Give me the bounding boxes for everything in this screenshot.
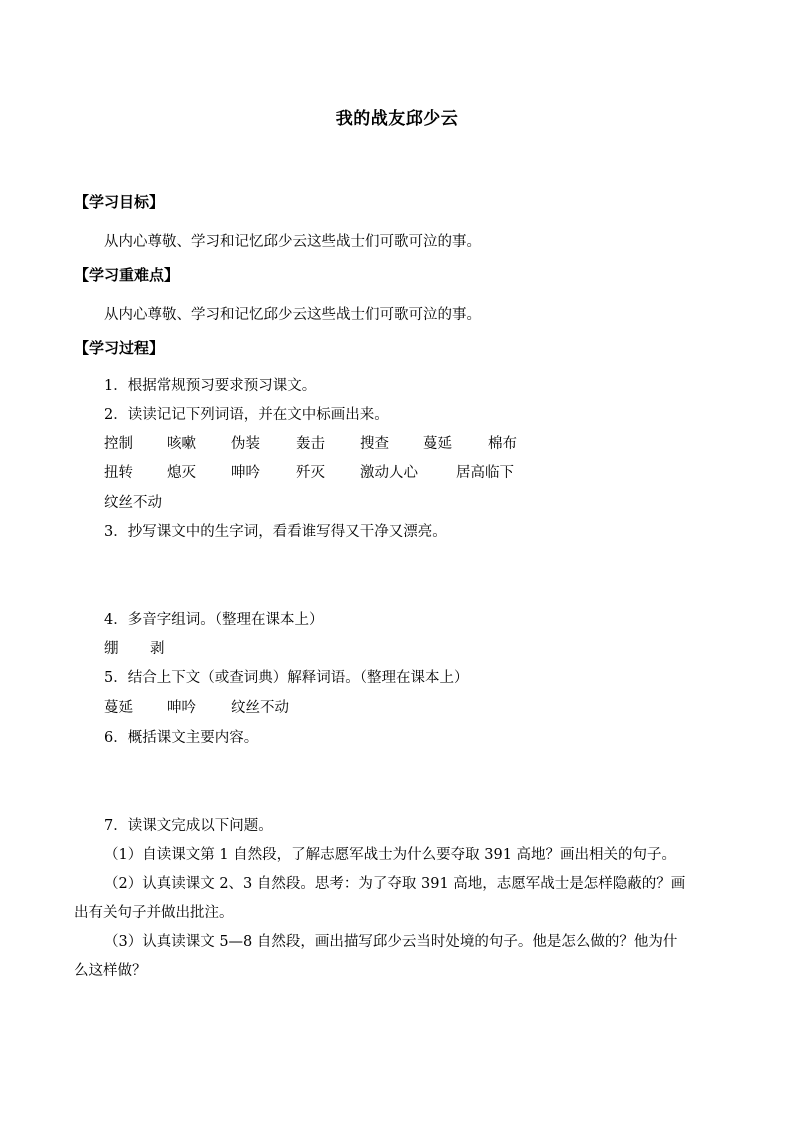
- explain-word: 纹丝不动: [231, 700, 289, 716]
- process-item-1: 1．根据常规预习要求预习课文。: [104, 378, 317, 394]
- vocab-word: 咳嗽: [167, 436, 196, 452]
- explain-word: 呻吟: [167, 700, 196, 716]
- polyphone-word: 剥: [150, 641, 165, 657]
- process-item-7: 7．读课文完成以下问题。: [104, 818, 273, 834]
- question-3-line-2: 么这样做？: [74, 963, 147, 979]
- process-item-3: 3．抄写课文中的生字词，看看谁写得又干净又漂亮。: [104, 524, 447, 540]
- process-item-4: 4．多音字组词。（整理在课本上）: [104, 612, 324, 628]
- key-points-heading: 【学习重难点】: [74, 266, 180, 284]
- vocab-word: 搜查: [360, 436, 389, 452]
- key-points-text: 从内心尊敬、学习和记忆邱少云这些战士们可歌可泣的事。: [104, 307, 481, 323]
- vocab-word: 纹丝不动: [104, 495, 162, 511]
- question-1: （1）自读课文第 1 自然段，了解志愿军战士为什么要夺取 391 高地？画出相关的句子。: [104, 847, 677, 863]
- vocab-word: 扭转: [104, 465, 133, 481]
- vocab-word: 控制: [104, 436, 133, 452]
- polyphone-word: 绷: [104, 641, 119, 657]
- question-2-line-2: 出有关句子并做出批注。: [74, 905, 234, 921]
- goals-heading: 【学习目标】: [74, 193, 165, 211]
- vocab-word: 伪装: [231, 436, 260, 452]
- process-heading: 【学习过程】: [74, 339, 165, 357]
- vocab-word: 居高临下: [456, 465, 514, 481]
- vocab-word: 棉布: [488, 436, 517, 452]
- page-title: 我的战友邱少云: [335, 109, 459, 129]
- vocab-word: 歼灭: [296, 465, 325, 481]
- vocab-word: 激动人心: [360, 465, 418, 481]
- vocab-word: 蔓延: [423, 436, 452, 452]
- vocab-word: 轰击: [296, 436, 325, 452]
- process-item-6: 6．概括课文主要内容。: [104, 730, 259, 746]
- vocab-word: 熄灭: [167, 465, 196, 481]
- vocab-word: 呻吟: [231, 465, 260, 481]
- process-item-5: 5．结合上下文（或查词典）解释词语。（整理在课本上）: [104, 670, 469, 686]
- question-2-line-1: （2）认真读课文 2、3 自然段。思考：为了夺取 391 高地，志愿军战士是怎样隐蔽的？画: [104, 876, 686, 892]
- process-item-2: 2．读读记记下列词语，并在文中标画出来。: [104, 407, 389, 423]
- explain-word: 蔓延: [104, 700, 133, 716]
- goals-text: 从内心尊敬、学习和记忆邱少云这些战士们可歌可泣的事。: [104, 234, 481, 250]
- question-3-line-1: （3）认真读课文 5—8 自然段，画出描写邱少云当时处境的句子。他是怎么做的？他为什: [104, 934, 678, 950]
